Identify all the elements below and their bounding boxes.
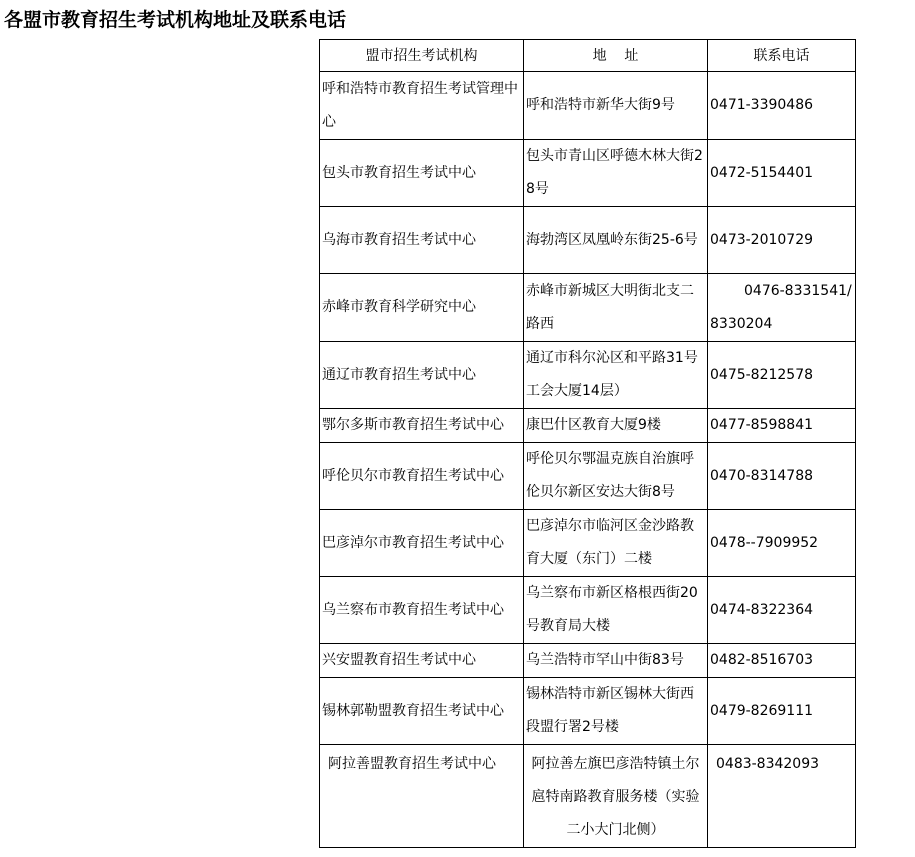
org-cell: 呼伦贝尔市教育招生考试中心	[320, 443, 524, 510]
table-row	[320, 644, 856, 678]
table-row	[320, 207, 856, 274]
address-cell: 阿拉善左旗巴彦浩特镇土尔扈特南路教育服务楼（实验二小大门北侧）	[524, 745, 708, 848]
phone-cell: 0471-3390486	[708, 72, 856, 140]
org-cell: 巴彦淖尔市教育招生考试中心	[320, 510, 524, 577]
table-row	[320, 510, 856, 577]
phone-cell: 0476-8331541/8330204	[708, 274, 856, 342]
address-cell: 海勃湾区凤凰岭东街25-6号	[524, 207, 708, 274]
phone-cell: 0472-5154401	[708, 140, 856, 207]
address-cell: 赤峰市新城区大明街北支二路西	[524, 274, 708, 342]
org-cell: 呼和浩特市教育招生考试管理中心	[320, 72, 524, 140]
address-cell: 乌兰浩特市罕山中街83号	[524, 644, 708, 678]
header-org: 盟市招生考试机构	[320, 40, 524, 72]
org-cell: 兴安盟教育招生考试中心	[320, 644, 524, 678]
table-row	[320, 409, 856, 443]
phone-cell: 0483-8342093	[708, 745, 856, 848]
org-cell: 包头市教育招生考试中心	[320, 140, 524, 207]
address-cell: 包头市青山区呼德木林大街28号	[524, 140, 708, 207]
org-cell: 锡林郭勒盟教育招生考试中心	[320, 678, 524, 745]
org-cell: 赤峰市教育科学研究中心	[320, 274, 524, 342]
phone-cell: 0478--7909952	[708, 510, 856, 577]
address-cell: 康巴什区教育大厦9楼	[524, 409, 708, 443]
table-row	[320, 274, 856, 342]
page-title: 各盟市教育招生考试机构地址及联系电话	[4, 9, 347, 31]
table-row	[320, 678, 856, 745]
address-cell: 呼伦贝尔鄂温克族自治旗呼伦贝尔新区安达大街8号	[524, 443, 708, 510]
table-row	[320, 745, 856, 848]
address-cell: 锡林浩特市新区锡林大街西段盟行署2号楼	[524, 678, 708, 745]
phone-cell: 0474-8322364	[708, 577, 856, 644]
address-cell: 巴彦淖尔市临河区金沙路教育大厦（东门）二楼	[524, 510, 708, 577]
table-row	[320, 577, 856, 644]
org-cell: 通辽市教育招生考试中心	[320, 342, 524, 409]
phone-cell: 0482-8516703	[708, 644, 856, 678]
phone-cell: 0470-8314788	[708, 443, 856, 510]
table-row	[320, 72, 856, 140]
org-cell: 鄂尔多斯市教育招生考试中心	[320, 409, 524, 443]
table-row	[320, 443, 856, 510]
address-cell: 呼和浩特市新华大街9号	[524, 72, 708, 140]
header-phone: 联系电话	[708, 40, 856, 72]
contacts-table	[319, 39, 856, 848]
table-row	[320, 140, 856, 207]
phone-cell: 0477-8598841	[708, 409, 856, 443]
phone-cell: 0473-2010729	[708, 207, 856, 274]
org-cell: 阿拉善盟教育招生考试中心	[320, 745, 524, 848]
header-address: 地 址	[524, 40, 708, 72]
address-cell: 乌兰察布市新区格根西街20号教育局大楼	[524, 577, 708, 644]
org-cell: 乌海市教育招生考试中心	[320, 207, 524, 274]
org-cell: 乌兰察布市教育招生考试中心	[320, 577, 524, 644]
phone-cell: 0479-8269111	[708, 678, 856, 745]
phone-cell: 0475-8212578	[708, 342, 856, 409]
table-row	[320, 342, 856, 409]
address-cell: 通辽市科尔沁区和平路31号工会大厦14层）	[524, 342, 708, 409]
table-header-row	[320, 40, 856, 72]
